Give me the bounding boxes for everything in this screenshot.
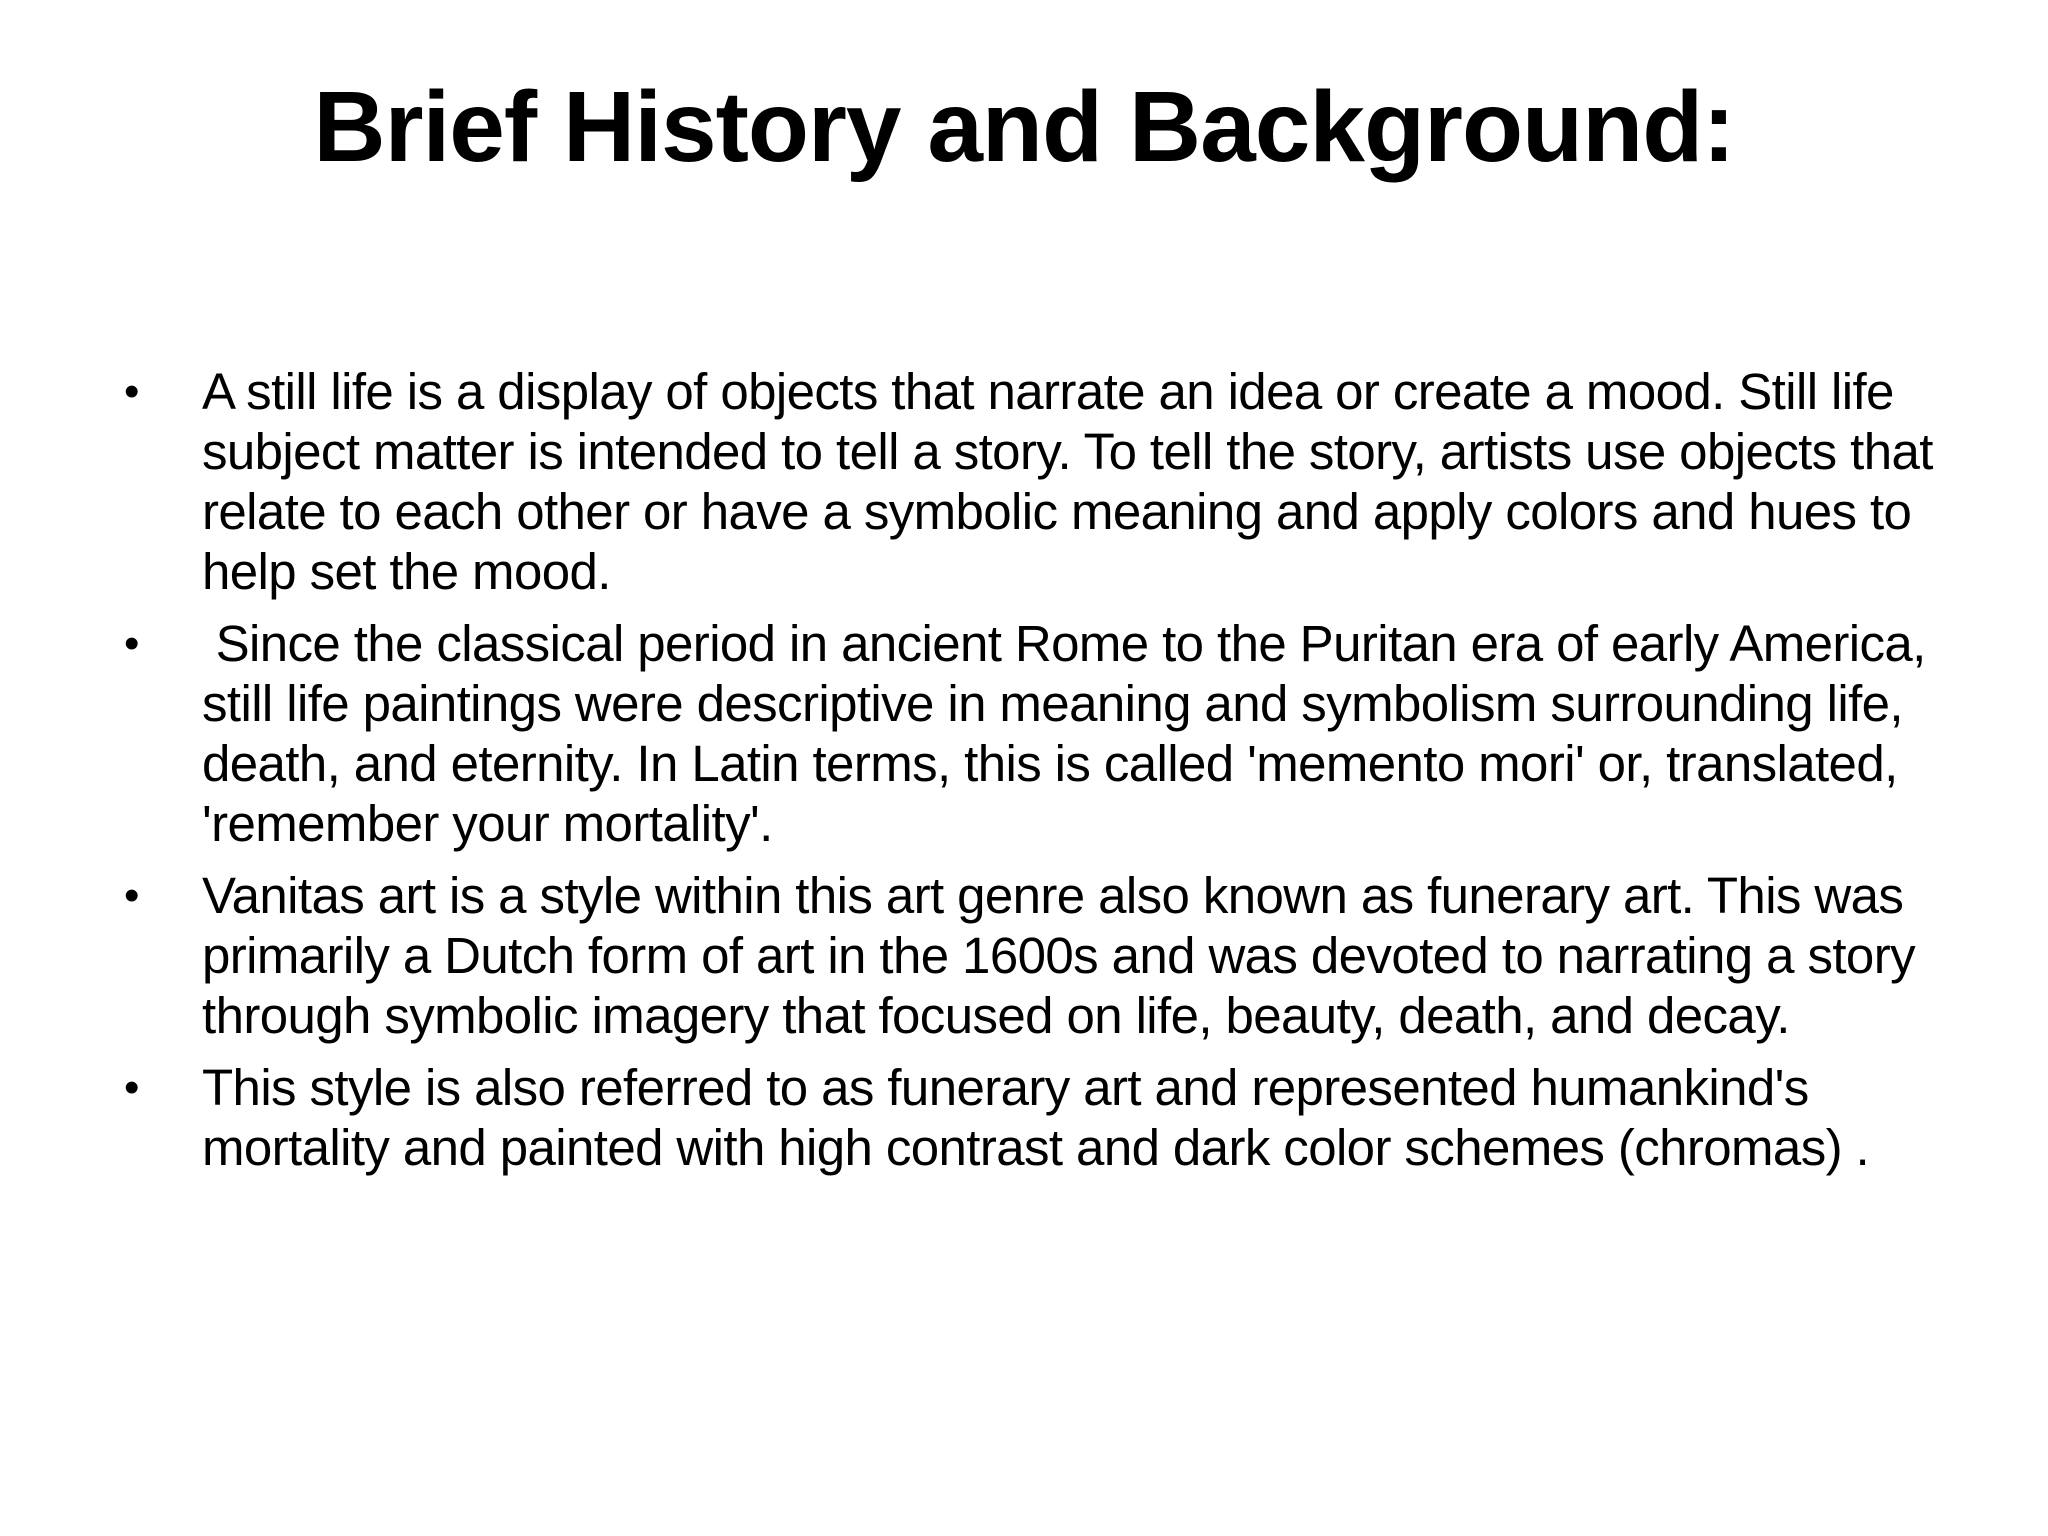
bullet-text: A still life is a display of objects that narrate an idea or create a mood. Still life subject matter is intended to tell a story. To tell the story, artists use objects that relate to each other or have a symbolic meaning and apply colors and hues to help set the mood. (202, 363, 1933, 600)
bullet-text: Vanitas art is a style within this art genre also known as funerary art. This was primarily a Dutch form of art in the 1600s and was devoted to narrating a story through symbolic imagery that focused on life, beauty, death, and decay. (202, 867, 1915, 1044)
bullet-text: Since the classical period in ancient Rome to the Puritan era of early America, still life paintings were descriptive in meaning and symbolism surrounding life, death, and eternity. In Latin terms, this is called 'memento mori' or, translated, 'remember your mortality'. (202, 615, 1940, 852)
bullet-item (110, 1058, 1970, 1178)
slide-title: Brief History and Background: (313, 71, 1735, 183)
bullet-text: This style is also referred to as funerary art and represented humankind's mortality and painted with high contrast and dark color schemes (chromas) . (202, 1059, 1870, 1176)
bullet-dot-icon: • (124, 871, 139, 920)
bullet-item (110, 614, 1970, 854)
bullet-dot-icon: • (124, 367, 139, 416)
bullet-item (110, 362, 1970, 602)
bullet-list (110, 362, 1970, 1190)
bullet-item (110, 866, 1970, 1046)
bullet-dot-icon: • (124, 619, 139, 668)
bullet-dot-icon: • (124, 1063, 139, 1112)
